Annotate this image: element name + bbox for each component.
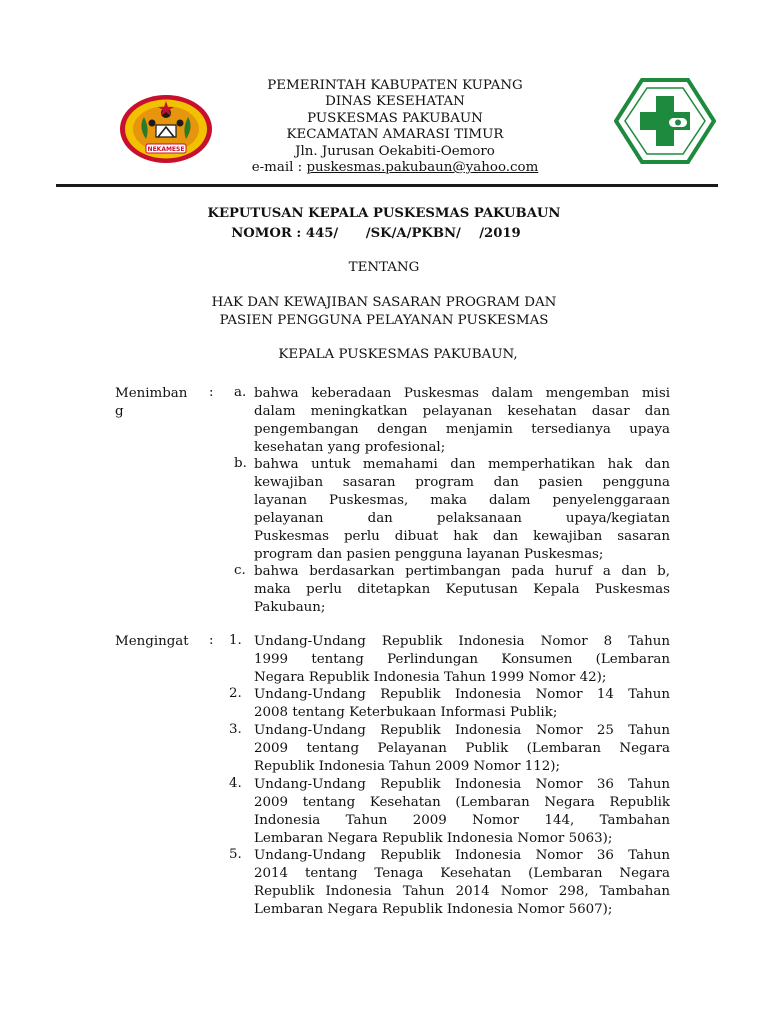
menimbang-label-line-1: Menimban [115,386,188,401]
decree-number: NOMOR : 445/ /SK/A/PKBN/ /2019 [231,226,521,241]
text-line: 2009 tentang Kesehatan (Lembaran Negara Republik [254,795,670,810]
email-label: e-mail : [251,160,307,176]
text-line: 2009 tentang Pelayanan Publik (Lembaran Negara [254,741,670,756]
letterhead-line-2: DINAS KESEHATAN [325,94,465,110]
mengingat-mark-5: 5. [229,847,242,862]
mengingat-label: Mengingat [115,634,189,649]
mengingat-item-3 [254,722,670,776]
text-line: program dan pasien pengguna layanan Puskesmas; [254,547,604,562]
email-link[interactable]: puskesmas.pakubaun@yahoo.com [306,160,539,176]
text-line: 1999 tentang Perlindungan Konsumen (Lembaran [254,652,670,667]
menimbang-item-b [254,456,670,564]
text-line: layanan Puskesmas, maka dalam penyelenggaraan [254,493,670,508]
mengingat-item-2 [254,686,670,722]
text-line: pelayanan dan pelaksanaan upaya/kegiatan [254,511,670,526]
mengingat-mark-1: 1. [229,633,242,648]
text-line: Undang-Undang Republik Indonesia Nomor 25 Tahun [254,723,670,738]
menimbang-item-c [254,563,670,617]
text-line: dalam meningkatkan pelayanan kesehatan dasar dan [254,404,670,419]
menimbang-colon: : [209,385,214,400]
menimbang-label [115,385,187,421]
text-line: Lembaran Negara Republik Indonesia Nomor 5607); [254,902,613,917]
text-line: Puskesmas perlu dibuat hak dan kewajiban sasaran [254,529,670,544]
text-line: bahwa berdasarkan pertimbangan pada huruf a dan b, [254,564,670,579]
mengingat-item-4 [254,776,670,848]
text-line: pengembangan dengan menjamin tersedianya upaya [254,422,670,437]
text-line: Undang-Undang Republik Indonesia Nomor 8 Tahun [254,634,670,649]
letterhead-line-3: PUSKESMAS PAKUBAUN [307,110,483,126]
mengingat-mark-4: 4. [229,776,242,791]
text-line: kesehatan yang profesional; [254,440,446,455]
text-line: maka perlu ditetapkan Keputusan Kepala Puskesmas [254,582,670,597]
mengingat-mark-2: 2. [229,686,242,701]
mengingat-mark-3: 3. [229,722,242,737]
text-line: Undang-Undang Republik Indonesia Nomor 14 Tahun [254,687,670,702]
text-line: bahwa untuk memahami dan memperhatikan hak dan [254,457,670,472]
mengingat-item-1 [254,633,670,687]
kepala-heading: KEPALA PUSKESMAS PAKUBAUN, [278,347,518,362]
menimbang-mark-a: a. [234,385,247,400]
text-line: kewajiban sasaran program dan pasien pengguna [254,475,670,490]
text-line: Republik Indonesia Tahun 2009 Nomor 112); [254,759,561,774]
letterhead-address: Jln. Jurusan Oekabiti-Oemoro [295,143,495,159]
letterhead-line-4: KECAMATAN AMARASI TIMUR [286,127,504,143]
menimbang-mark-b: b. [234,456,247,471]
letterhead [240,78,550,176]
subject-line-2: PASIEN PENGGUNA PELAYANAN PUSKESMAS [219,313,549,328]
subject-line-1: HAK DAN KEWAJIBAN SASARAN PROGRAM DAN [211,295,557,310]
letterhead-line-1: PEMERINTAH KABUPATEN KUPANG [267,78,523,93]
tentang-heading: TENTANG [348,260,420,275]
menimbang-item-a [254,385,670,457]
menimbang-label-line-2: g [115,404,124,419]
letterhead-email-line [240,160,550,176]
mengingat-colon: : [209,633,214,648]
emblem-ribbon-text: NEKAMESE [147,146,185,153]
text-line: bahwa keberadaan Puskesmas dalam mengemban misi [254,386,670,401]
text-line: Indonesia Tahun 2009 Nomor 144, Tambahan [254,813,670,828]
kabupaten-kupang-emblem-icon [118,93,214,165]
letterhead-divider [56,184,718,187]
decree-title: KEPUTUSAN KEPALA PUSKESMAS PAKUBAUN [207,206,561,221]
text-line: Republik Indonesia Tahun 2014 Nomor 298, Tambahan [254,884,670,899]
text-line: Lembaran Negara Republik Indonesia Nomor 5063); [254,831,613,846]
puskesmas-logo-icon [614,78,716,164]
text-line: 2014 tentang Tenaga Kesehatan (Lembaran Negara [254,866,670,881]
mengingat-item-5 [254,847,670,919]
text-line: Pakubaun; [254,600,326,615]
text-line: Negara Republik Indonesia Tahun 1999 Nomor 42); [254,670,607,685]
text-line: 2008 tentang Keterbukaan Informasi Publik; [254,705,558,720]
menimbang-mark-c: c. [234,563,246,578]
text-line: Undang-Undang Republik Indonesia Nomor 36 Tahun [254,777,670,792]
text-line: Undang-Undang Republik Indonesia Nomor 36 Tahun [254,848,670,863]
